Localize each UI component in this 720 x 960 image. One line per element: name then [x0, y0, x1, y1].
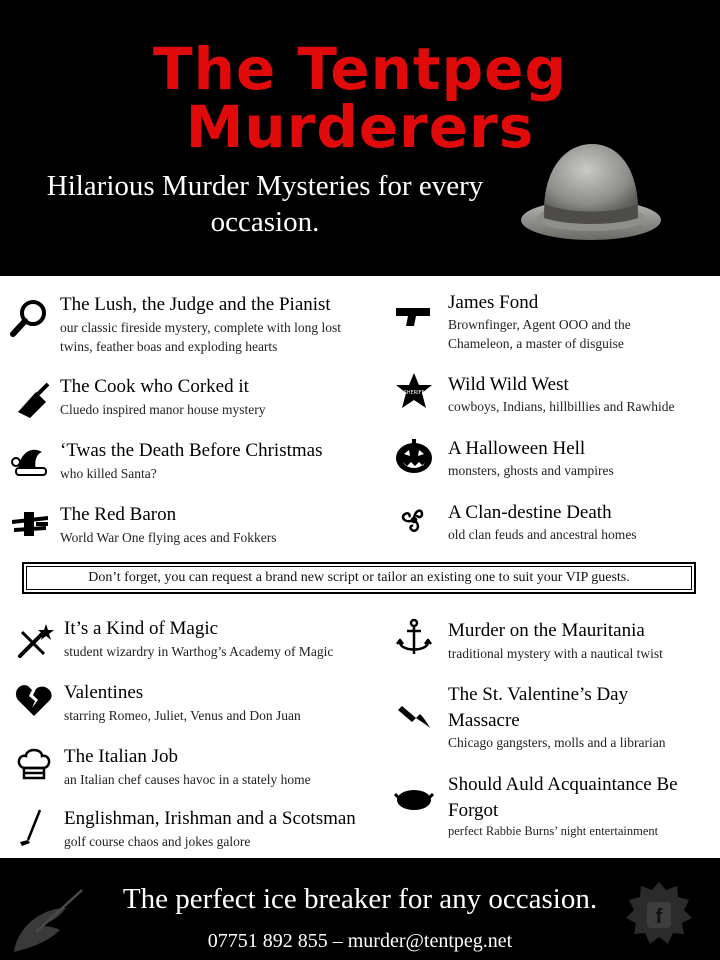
tagline: Hilarious Murder Mysteries for every occasion.: [46, 170, 484, 238]
magic-wand-icon: [14, 622, 54, 662]
show-desc: monsters, ghosts and vampires: [448, 463, 614, 478]
show-title: A Clan-destine Death: [448, 502, 612, 523]
chef-hat-icon: [14, 744, 54, 784]
footer: [0, 858, 720, 960]
pistol-icon: [394, 296, 434, 336]
biplane-icon: [10, 504, 50, 544]
sheriff-badge-icon: [394, 372, 434, 412]
show-title: James Fond: [448, 292, 539, 313]
pumpkin-icon: [394, 436, 434, 476]
show-title: The Cook who Corked it: [60, 376, 249, 397]
santa-hat-icon: [10, 440, 50, 480]
svg-text:f: f: [655, 906, 663, 928]
show-title: The Italian Job: [64, 746, 178, 767]
show-title: Englishman, Irishman and a Scotsman: [64, 808, 356, 829]
show-desc: Cluedo inspired manor house mystery: [60, 402, 266, 417]
haggis-icon: [394, 778, 434, 818]
show-desc: golf course chaos and jokes galore: [64, 834, 251, 849]
show-desc: perfect Rabbie Burns’ night entertainment: [448, 824, 659, 838]
triskele-icon: [394, 500, 434, 540]
show-desc: student wizardry in Warthog’s Academy of Magic: [64, 644, 334, 659]
show-title: The Red Baron: [60, 504, 177, 525]
show-desc: World War One flying aces and Fokkers: [60, 530, 277, 545]
show-title: ‘Twas the Death Before Christmas: [60, 440, 323, 461]
show-desc: cowboys, Indians, hillbillies and Rawhide: [448, 399, 675, 414]
show-desc: who killed Santa?: [60, 466, 157, 481]
contact-details[interactable]: 07751 892 855 – murder@tentpeg.net: [207, 930, 513, 952]
show-desc: traditional mystery with a nautical twist: [448, 646, 663, 661]
show-desc: our classic fireside mystery, complete with long lost twins, feather boas and exploding hearts: [60, 320, 342, 354]
cleaver-icon: [14, 382, 54, 422]
anchor-icon: [394, 618, 434, 658]
facebook-icon[interactable]: [622, 878, 696, 952]
footer-tagline: The perfect ice breaker for any occasion.: [122, 883, 598, 915]
svg-text:SHERIFF: SHERIFF: [403, 390, 425, 396]
show-desc: Brownfinger, Agent OOO and the Chameleon, a master of disguise: [448, 317, 631, 351]
show-desc: old clan feuds and ancestral homes: [448, 527, 637, 542]
bowler-hat-icon: [518, 138, 664, 248]
show-desc: Chicago gangsters, molls and a librarian: [448, 735, 666, 750]
show-title: Valentines: [64, 682, 144, 703]
show-title: A Halloween Hell: [448, 438, 586, 459]
show-title: Should Auld Acquaintance Be Forgot: [448, 774, 678, 821]
header: [0, 0, 720, 276]
show-title: It’s a Kind of Magic: [64, 618, 219, 639]
show-title: Wild Wild West: [448, 374, 569, 395]
bullet-icon: [394, 692, 434, 732]
magnifier-icon: [10, 298, 50, 338]
golf-club-icon: [14, 808, 54, 848]
show-desc: starring Romeo, Juliet, Venus and Don Juan: [64, 708, 301, 723]
show-desc: an Italian chef causes havoc in a stately home: [64, 772, 311, 787]
show-title: The St. Valentine’s Day Massacre: [448, 684, 629, 731]
show-title: Murder on the Mauritania: [448, 620, 645, 641]
custom-script-notice: Don’t forget, you can request a brand new script or tailor an existing one to suit your VIP guests.: [22, 562, 696, 594]
brand-title: The Tentpeg Murderers: [153, 35, 567, 161]
show-title: The Lush, the Judge and the Pianist: [60, 294, 331, 315]
broken-heart-icon: [14, 680, 54, 720]
